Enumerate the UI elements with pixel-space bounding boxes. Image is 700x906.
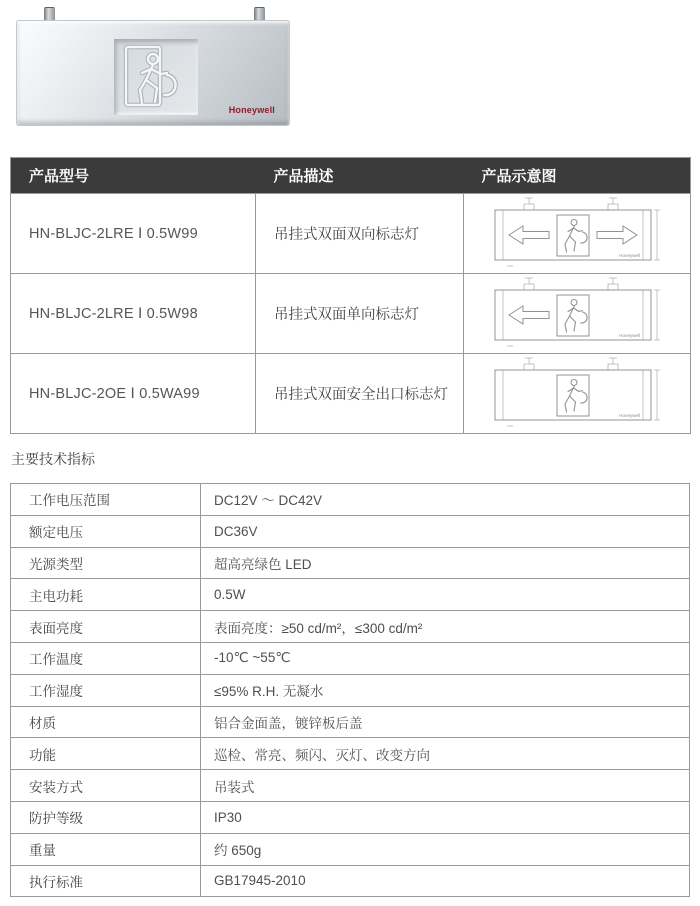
running-man-recess xyxy=(114,39,198,115)
product-diagram xyxy=(464,354,691,434)
product-description: 吊挂式双面安全出口标志灯 xyxy=(256,354,464,434)
spec-label: 安装方式 xyxy=(11,770,201,802)
spec-value: 巡检、常亮、频闪、灭灯、改变方向 xyxy=(201,738,690,770)
spec-label: 工作电压范围 xyxy=(11,484,201,516)
spec-value: 铝合金面盖，镀锌板后盖 xyxy=(201,706,690,738)
diagram-brand-label: Honeywell xyxy=(619,252,640,258)
spec-label: 材质 xyxy=(11,706,201,738)
spec-value: 表面亮度：≥50 cd/m²，≤300 cd/m² xyxy=(201,611,690,643)
spec-label: 执行标准 xyxy=(11,865,201,897)
spec-label: 防护等级 xyxy=(11,801,201,833)
spec-value: 超高亮绿色 LED xyxy=(201,547,690,579)
spec-label: 主电功耗 xyxy=(11,579,201,611)
exit-sign-diagram-icon xyxy=(481,195,673,273)
product-description: 吊挂式双面单向标志灯 xyxy=(256,274,464,354)
product-model: HN-BLJC-2LRE Ⅰ 0.5W99 xyxy=(11,194,256,274)
col-header-diagram: 产品示意图 xyxy=(464,158,691,194)
diagram-brand-label: Honeywell xyxy=(619,412,640,418)
spec-label: 光源类型 xyxy=(11,547,201,579)
running-man-icon xyxy=(120,42,192,112)
spec-value: 0.5W xyxy=(201,579,690,611)
product-model: HN-BLJC-2LRE Ⅰ 0.5W98 xyxy=(11,274,256,354)
spec-label: 表面亮度 xyxy=(11,611,201,643)
spec-row xyxy=(11,865,690,897)
honeywell-logo: Honeywell xyxy=(228,105,275,115)
spec-row xyxy=(11,547,690,579)
spec-value: GB17945-2010 xyxy=(201,865,690,897)
spec-label: 工作温度 xyxy=(11,642,201,674)
product-description: 吊挂式双面双向标志灯 xyxy=(256,194,464,274)
diagram-brand-label: Honeywell xyxy=(619,332,640,338)
table-row xyxy=(11,194,691,274)
spec-row xyxy=(11,484,690,516)
exit-light-panel xyxy=(16,20,290,126)
product-photo xyxy=(16,6,290,128)
spec-value: DC12V ～ DC42V xyxy=(201,484,690,516)
spec-row xyxy=(11,611,690,643)
spec-row xyxy=(11,833,690,865)
col-header-description: 产品描述 xyxy=(256,158,464,194)
spec-row xyxy=(11,515,690,547)
exit-sign-diagram-icon xyxy=(481,355,673,433)
spec-row xyxy=(11,642,690,674)
spec-label: 额定电压 xyxy=(11,515,201,547)
table-row xyxy=(11,274,691,354)
spec-row xyxy=(11,801,690,833)
spec-row xyxy=(11,706,690,738)
product-model: HN-BLJC-2OE Ⅰ 0.5WA99 xyxy=(11,354,256,434)
spec-value: ≤95% R.H. 无凝水 xyxy=(201,674,690,706)
exit-sign-diagram-icon xyxy=(481,275,673,353)
spec-label: 功能 xyxy=(11,738,201,770)
table-row xyxy=(11,354,691,434)
spec-value: 吊装式 xyxy=(201,770,690,802)
product-diagram xyxy=(464,274,691,354)
products-header-row xyxy=(11,158,691,194)
spec-value: -10℃ ~55℃ xyxy=(201,642,690,674)
spec-row xyxy=(11,738,690,770)
specs-heading: 主要技术指标 xyxy=(11,451,95,467)
spec-value: IP30 xyxy=(201,801,690,833)
spec-row xyxy=(11,770,690,802)
spec-row xyxy=(11,579,690,611)
col-header-model: 产品型号 xyxy=(11,158,256,194)
spec-label: 重量 xyxy=(11,833,201,865)
spec-label: 工作湿度 xyxy=(11,674,201,706)
product-diagram xyxy=(464,194,691,274)
spec-value: DC36V xyxy=(201,515,690,547)
spec-value: 约 650g xyxy=(201,833,690,865)
spec-row xyxy=(11,674,690,706)
products-table xyxy=(10,157,691,434)
specs-table xyxy=(10,483,690,897)
